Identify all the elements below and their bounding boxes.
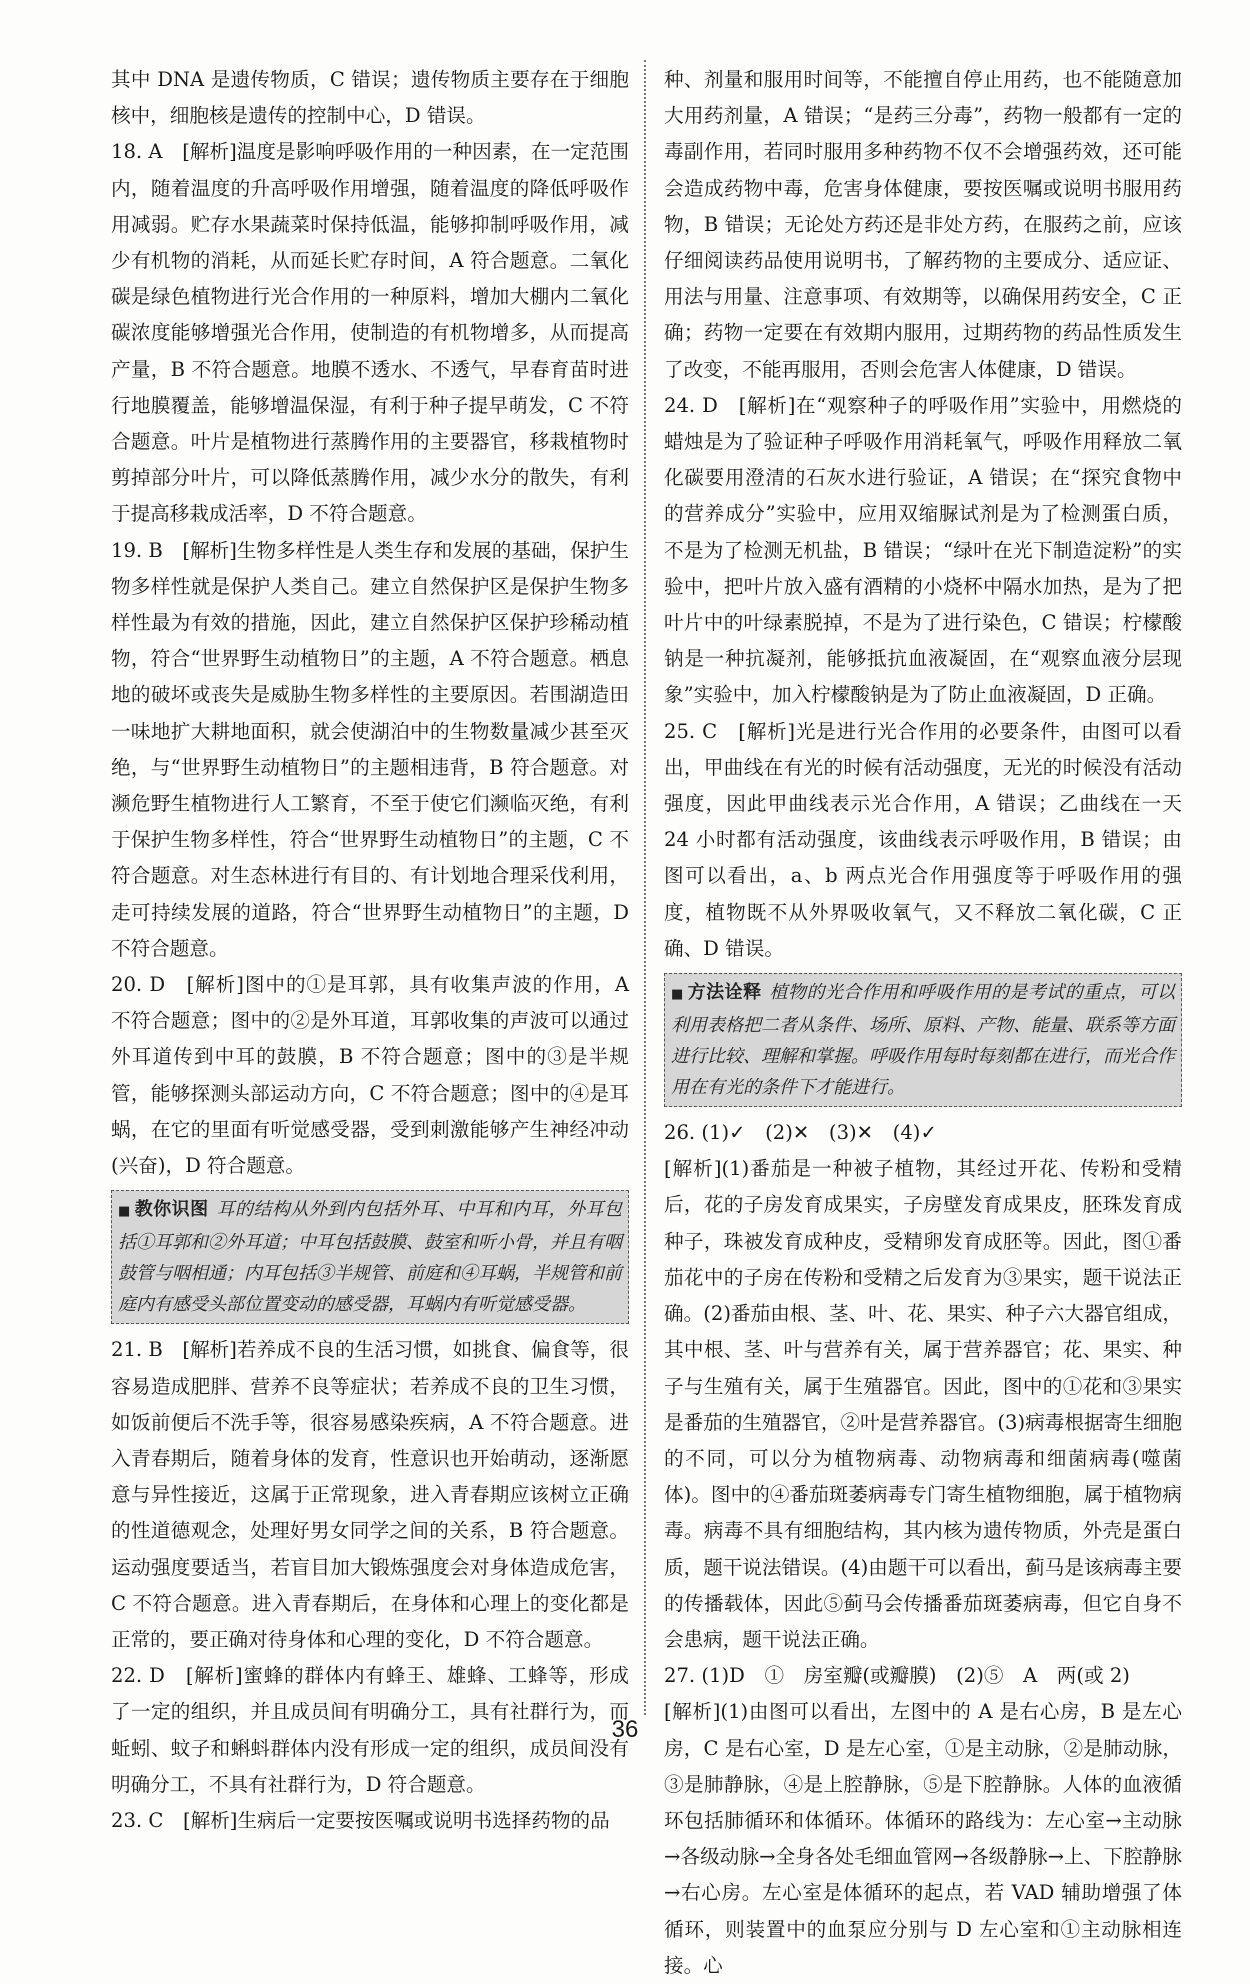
- right-column: [664, 62, 1182, 1984]
- tip-box-title: ■ 教你识图: [118, 1199, 209, 1220]
- answer-21: 21. B [解析]若养成不良的生活习惯，如挑食、偏食等，很容易造成肥胖、营养不良等症状；若养成不良的卫生习惯，如饭前便后不洗手等，很容易感染疾病，A 不符合题意。进入青春期后，随着身体的发育，性意识也开始萌动，逐渐愿意与异性接近，这属于正常现象，进入青春期应该树立正确的性道德观念，处理好男女同学之间的关系，B 符合题意。运动强度要适当，若盲目加大锻炼强度会对身体造成危害，C 不符合题意。进入青春期后，在身体和心理上的变化都是正常的，要正确对待身体和心理的变化，D 不符合题意。: [111, 1338, 629, 1651]
- paragraph: 其中 DNA 是遗传物质，C 错误；遗传物质主要存在于细胞核中，细胞核是遗传的控制中心，D 错误。: [111, 68, 629, 128]
- answer-20: 20. D [解析]图中的①是耳郭，具有收集声波的作用，A 不符合题意；图中的②是外耳道，耳郭收集的声波可以通过外耳道传到中耳的鼓膜，B 不符合题意；图中的③是半规管，能够探测头部运动方向，C 不符合题意；图中的④是耳蜗，在它的里面有听觉感受器，受到刺激能够产生神经冲动(兴奋)，D 符合题意。: [111, 973, 629, 1178]
- answer-19: 19. B [解析]生物多样性是人类生存和发展的基础，保护生物多样性就是保护人类自己。建立自然保护区是保护生物多样性最为有效的措施，因此，建立自然保护区保护珍稀动植物，符合“世界野生动植物日”的主题，A 不符合题意。栖息地的破坏或丧失是威胁生物多样性的主要原因。若围湖造田一味地扩大耕地面积，就会使湖泊中的生物数量减少甚至灭绝，与“世界野生动植物日”的主题相违背，B 符合题意。对濒危野生植物进行人工繁育，不至于使它们濒临灭绝，有利于保护生物多样性，符合“世界野生动植物日”的主题，C 不符合题意。对生态林进行有目的、有计划地合理采伐利用，走可持续发展的道路，符合“世界野生动植物日”的主题，D 不符合题意。: [111, 538, 629, 960]
- answer-23-continued: 种、剂量和服用时间等，不能擅自停止用药，也不能随意加大用药剂量，A 错误；“是药三分毒”，药物一般都有一定的毒副作用，若同时服用多种药物不仅不会增强药效，还可能会造成药物中毒，危害身体健康，要按医嘱或说明书服用药物，B 错误；无论处方药还是非处方药，在服药之前，应该仔细阅读药品使用说明书，了解药物的主要成分、适应证、用法与用量、注意事项、有效期等，以确保用药安全，C 正确；药物一定要在有效期内服用，过期药物的药品性质发生了改变，不能再服用，否则会危害人体健康，D 错误。: [664, 68, 1182, 381]
- column-divider: [644, 60, 646, 1715]
- tip-box-text: 耳的结构从外到内包括外耳、中耳和内耳，外耳包括①耳郭和②外耳道；中耳包括鼓膜、鼓室和听小骨，并且有咽鼓管与咽相通；内耳包括③半规管、前庭和④耳蜗，半规管和前庭内有感受头部位置变动的感受器，耳蜗内有听觉感受器。: [118, 1199, 622, 1316]
- answer-24: 24. D [解析]在“观察种子的呼吸作用”实验中，用燃烧的蜡烛是为了验证种子呼吸作用消耗氧气，呼吸作用释放二氧化碳要用澄清的石灰水进行验证，A 错误；在“探究食物中的营养成分”实验中，应用双缩脲试剂是为了检测蛋白质，不是为了检测无机盐，B 错误；“绿叶在光下制造淀粉”的实验中，把叶片放入盛有酒精的小烧杯中隔水加热，是为了把叶片中的叶绿素脱掉，不是为了进行染色，C 错误；柠檬酸钠是一种抗凝剂，能够抵抗血液凝固，在“观察血液分层现象”实验中，加入柠檬酸钠是为了防止血液凝固，D 正确。: [664, 393, 1182, 707]
- tip-box-text: 植物的光合作用和呼吸作用的是考试的重点，可以利用表格把二者从条件、场所、原料、产物、能量、联系等方面进行比较、理解和掌握。呼吸作用每时每刻都在进行，而光合作用在有光的条件下才能进行。: [671, 982, 1175, 1099]
- tip-box-jiaoni-shitu: [111, 1190, 629, 1324]
- answer-25: 25. C [解析]光是进行光合作用的必要条件，由图可以看出，甲曲线在有光的时候有活动强度，无光的时候没有活动强度，因此甲曲线表示光合作用，A 错误；乙曲线在一天 24 小时都有活动强度，该曲线表示呼吸作用，B 错误；由图可以看出，a、b 两点光合作用强度等于呼吸作用的强度，植物既不从外界吸收氧气，又不释放二氧化碳，C 正确、D 错误。: [664, 719, 1182, 960]
- page-number: 36: [611, 1716, 639, 1743]
- answer-18: 18. A [解析]温度是影响呼吸作用的一种因素，在一定范围内，随着温度的升高呼吸作用增强，随着温度的降低呼吸作用减弱。贮存水果蔬菜时保持低温，能够抑制呼吸作用，减少有机物的消耗，从而延长贮存时间，A 符合题意。二氧化碳是绿色植物进行光合作用的一种原料，增加大棚内二氧化碳浓度能够增强光合作用，使制造的有机物增多，从而提高产量，B 不符合题意。地膜不透水、不透气，早春育苗时进行地膜覆盖，能够增温保湿，有利于种子提早萌发，C 不符合题意。叶片是植物进行蒸腾作用的主要器官，移栽植物时剪掉部分叶片，可以降低蒸腾作用，减少水分的散失，有利于提高移栽成活率，D 不符合题意。: [111, 140, 629, 526]
- answer-26-analysis: [解析](1)番茄是一种被子植物，其经过开花、传粉和受精后，花的子房发育成果实，子房壁发育成果皮，胚珠发育成种子，珠被发育成种皮，受精卵发育成胚等。因此，图①番茄花中的子房在传粉和受精之后发育为③果实，题干说法正确。(2)番茄由根、茎、叶、花、果实、种子六大器官组成，其中根、茎、叶与营养有关，属于营养器官；花、果实、种子与生殖有关，属于生殖器官。因此，图中的①花和③果实是番茄的生殖器官，②叶是营养器官。(3)病毒根据寄生细胞的不同，可以分为植物病毒、动物病毒和细菌病毒(噬菌体)。图中的④番茄斑萎病毒专门寄生植物细胞，属于植物病毒。病毒不具有细胞结构，其内核为遗传物质，外壳是蛋白质，题干说法错误。(4)由题干可以看出，蓟马是该病毒主要的传播载体，因此⑤蓟马会传播番茄斑萎病毒，但它自身不会患病，题干说法正确。: [664, 1157, 1182, 1651]
- answer-27-analysis: [解析](1)由图可以看出，左图中的 A 是右心房，B 是左心房，C 是右心室，D 是左心室，①是主动脉，②是肺动脉，③是肺静脉，④是上腔静脉，⑤是下腔静脉。人体的血液循环包括肺循环和体循环。体循环的路线为：左心室→主动脉→各级动脉→全身各处毛细血管网→各级静脉→上、下腔静脉→右心房。左心室是体循环的起点，若 VAD 辅助增强了体循环，则装置中的血泵应分别与 D 左心室和①主动脉相连接。心: [664, 1700, 1182, 1977]
- tip-box-fangfa-quanshi: [664, 973, 1182, 1107]
- left-column: [111, 62, 629, 1839]
- answer-27: 27. (1)D ① 房室瓣(或瓣膜) (2)⑤ A 两(或 2): [664, 1664, 1130, 1688]
- answer-22: 22. D [解析]蜜蜂的群体内有蜂王、雄蜂、工蜂等，形成了一定的组织，并且成员间有明确分工，具有社群行为，而蚯蚓、蚊子和蝌蚪群体内没有形成一定的组织，成员间没有明确分工，不具有社群行为，D 符合题意。: [111, 1664, 629, 1796]
- tip-box-title: ■ 方法诠释: [671, 982, 762, 1003]
- answer-23: 23. C [解析]生病后一定要按医嘱或说明书选择药物的品: [111, 1808, 610, 1832]
- answer-26: 26. (1)✓ (2)✕ (3)✕ (4)✓: [664, 1121, 937, 1145]
